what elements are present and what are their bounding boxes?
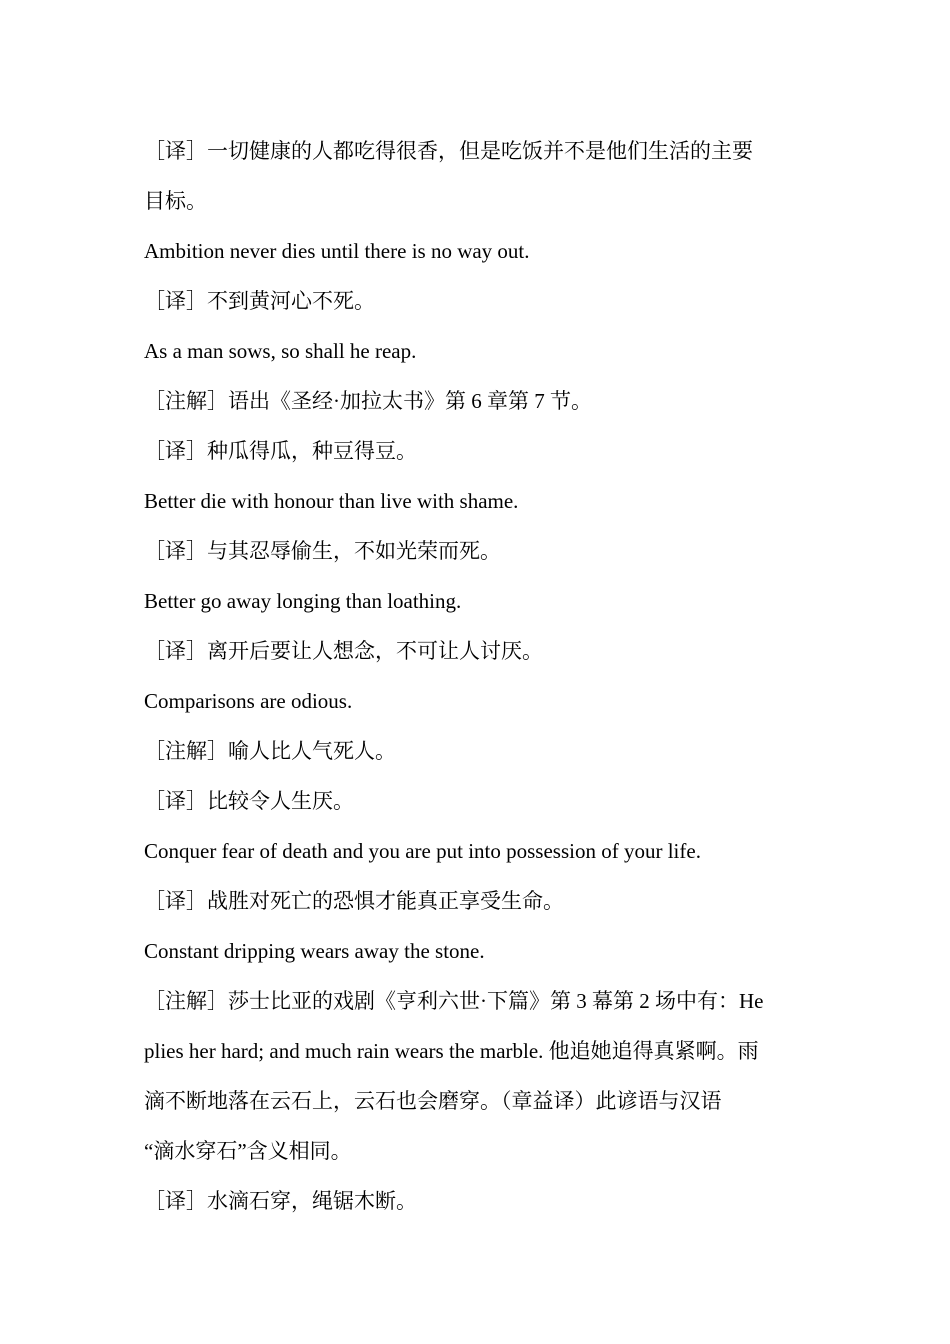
translation-line: ［译］比较令人生厌。 (144, 789, 354, 813)
annotation-line: ［注解］语出《圣经·加拉太书》第 6 章第 7 节。 (144, 389, 592, 413)
annotation-line: ［注解］喻人比人气死人。 (144, 739, 396, 763)
annotation-line-continued: “滴水穿石”含义相同。 (144, 1139, 352, 1163)
annotation-line-continued: plies her hard; and much rain wears the marble. 他追她追得真紧啊。雨 (144, 1039, 759, 1063)
translation-line: ［译］离开后要让人想念，不可让人讨厌。 (144, 639, 543, 663)
translation-line: ［译］水滴石穿，绳锯木断。 (144, 1189, 417, 1213)
document-body (144, 126, 808, 1226)
proverb-line: Better go away longing than loathing. (144, 589, 462, 613)
proverb-line: Constant dripping wears away the stone. (144, 939, 485, 963)
proverb-line: Comparisons are odious. (144, 689, 353, 713)
annotation-line: ［注解］莎士比亚的戏剧《亨利六世·下篇》第 3 幕第 2 场中有：He (144, 989, 764, 1013)
proverb-line: Better die with honour than live with shame. (144, 489, 519, 513)
translation-line: ［译］战胜对死亡的恐惧才能真正享受生命。 (144, 889, 564, 913)
translation-line: ［译］一切健康的人都吃得很香，但是吃饭并不是他们生活的主要 (144, 139, 753, 163)
proverb-line: Conquer fear of death and you are put into possession of your life. (144, 839, 701, 863)
translation-line: ［译］种瓜得瓜，种豆得豆。 (144, 439, 417, 463)
translation-line-continued: 目标。 (144, 189, 207, 213)
proverb-line: Ambition never dies until there is no way out. (144, 239, 530, 263)
proverb-line: As a man sows, so shall he reap. (144, 339, 417, 363)
translation-line: ［译］与其忍辱偷生，不如光荣而死。 (144, 539, 501, 563)
annotation-line-continued: 滴不断地落在云石上，云石也会磨穿。（章益译）此谚语与汉语 (144, 1089, 722, 1113)
translation-line: ［译］不到黄河心不死。 (144, 289, 375, 313)
